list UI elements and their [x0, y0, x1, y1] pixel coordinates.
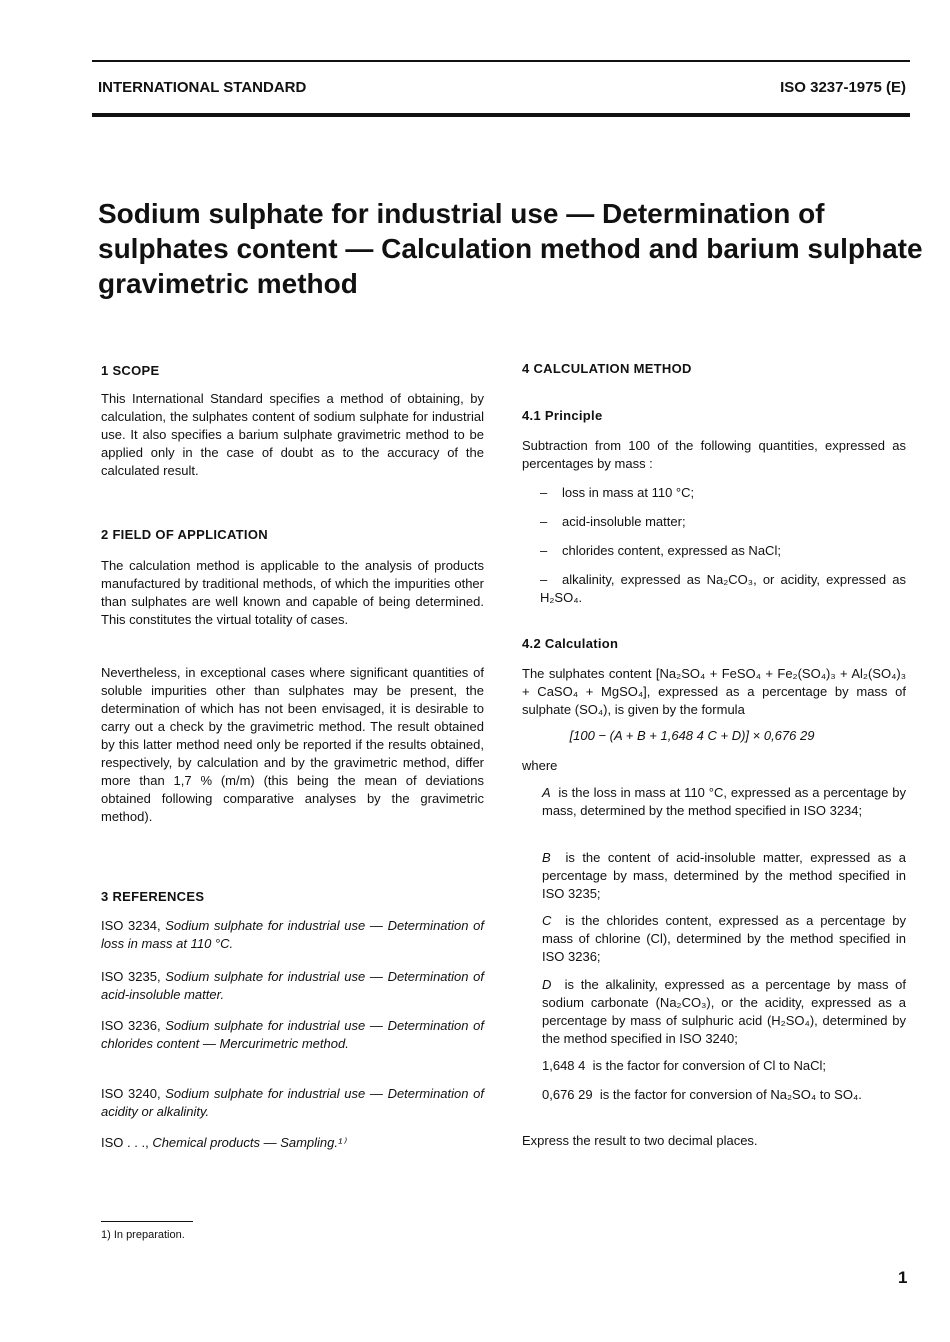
footnote: 1) In preparation.: [101, 1229, 185, 1241]
reference-item: [101, 1017, 484, 1053]
list-item: [540, 571, 906, 607]
header-right: ISO 3237-1975 (E): [780, 79, 906, 96]
dash-bullet: –: [540, 543, 548, 558]
reference-title: Sodium sulphate for industrial use — Determination of chlorides content — Mercurimetric method.: [101, 1018, 484, 1051]
reference-item: [101, 1085, 484, 1121]
definition-text: is the factor for conversion of Na₂SO₄ to SO₄.: [599, 1087, 862, 1102]
title-line: gravimetric method: [98, 268, 358, 299]
section-heading: 3 REFERENCES: [101, 889, 205, 904]
definition-symbol: A: [542, 785, 551, 800]
paragraph: Subtraction from 100 of the following quantities, expressed as percentages by mass :: [522, 438, 906, 471]
definition-item: [542, 1057, 906, 1075]
definition-symbol: D: [542, 977, 552, 992]
dash-bullet: –: [540, 572, 548, 587]
definition-item: [542, 912, 906, 966]
definition-symbol: B: [542, 850, 551, 865]
reference-item: [101, 968, 484, 1004]
footnote-rule: [101, 1221, 193, 1222]
definition-item: [542, 976, 906, 1048]
paragraph: Express the result to two decimal places.: [522, 1133, 758, 1148]
page-number: 1: [898, 1268, 908, 1287]
reference-item: [101, 1134, 484, 1152]
definition-symbol: C: [542, 913, 552, 928]
definition-item: [542, 1086, 906, 1104]
title-line: Sodium sulphate for industrial use — Determination of: [98, 198, 825, 229]
list-item: [540, 513, 906, 531]
reference-number: ISO 3240,: [101, 1086, 161, 1101]
reference-title: Sodium sulphate for industrial use — Determination of acidity or alkalinity.: [101, 1086, 484, 1119]
header-rule: [92, 113, 910, 117]
formula: [100 − (A + B + 1,648 4 C + D)] × 0,676 29: [569, 728, 815, 743]
reference-title: Sodium sulphate for industrial use — Determination of acid-insoluble matter.: [101, 969, 484, 1002]
list-item: [540, 484, 906, 502]
list-item-text: chlorides content, expressed as NaCl;: [562, 543, 781, 558]
paragraph: The calculation method is applicable to the analysis of products manufactured by traditional methods, of which the impurities other than sulphates are well known and capable of being determined. This constitutes the virtual totality of cases.: [101, 558, 484, 627]
definition-item: [542, 784, 906, 820]
dash-bullet: –: [540, 514, 548, 529]
reference-number: ISO . . .,: [101, 1135, 149, 1150]
definition-text: is the content of acid-insoluble matter, expressed as a percentage by mass, determined by the method specified in ISO 3235;: [542, 850, 906, 901]
where-label: where: [522, 758, 558, 773]
header-left: INTERNATIONAL STANDARD: [98, 79, 307, 96]
paragraph: Nevertheless, in exceptional cases where significant quantities of soluble impurities other than sulphates may be present, the determination of which has not been envisaged, it is desirable to carry out a check by the gravimetric method. The result obtained by this latter method need only be reported if the results obtained, respectively, by calculation and by the gravimetric method, differ more than 1,7 % (m/m) (this being the mean of deviations obtained following comparative analyses by the gravimetric method).: [101, 665, 484, 824]
reference-number: ISO 3235,: [101, 969, 161, 984]
definition-text: is the loss in mass at 110 °C, expressed as a percentage by mass, determined by the method specified in ISO 3234;: [542, 785, 906, 818]
section-heading: 1 SCOPE: [101, 363, 160, 378]
definition-symbol: 1,648 4: [542, 1058, 586, 1073]
subsection-heading: 4.1 Principle: [522, 408, 603, 423]
reference-item: [101, 917, 484, 953]
section-heading: 2 FIELD OF APPLICATION: [101, 527, 268, 542]
document-title: [98, 196, 928, 301]
definition-text: is the factor for conversion of Cl to NaCl;: [592, 1058, 826, 1073]
reference-number: ISO 3236,: [101, 1018, 161, 1033]
dash-bullet: –: [540, 485, 548, 500]
list-item-text: loss in mass at 110 °C;: [562, 485, 695, 500]
subsection-heading: 4.2 Calculation: [522, 636, 619, 651]
definition-text: is the chlorides content, expressed as a percentage by mass of chlorine (Cl), determined by the method specified in ISO 3236;: [542, 913, 906, 964]
top-rule: [92, 60, 910, 62]
definition-item: [542, 849, 906, 903]
title-line: sulphates content — Calculation method and barium sulphate: [98, 233, 923, 264]
reference-title: Sodium sulphate for industrial use — Determination of loss in mass at 110 °C.: [101, 918, 484, 951]
section-heading: 4 CALCULATION METHOD: [522, 361, 692, 376]
list-item-text: alkalinity, expressed as Na₂CO₃, or acidity, expressed as H₂SO₄.: [540, 572, 906, 605]
paragraph: This International Standard specifies a method of obtaining, by calculation, the sulphates content of sodium sulphate for industrial use. It also specifies a barium sulphate gravimetric method to be applied only in the case of doubt as to the accuracy of the calculated result.: [101, 391, 484, 478]
reference-number: ISO 3234,: [101, 918, 161, 933]
list-item: [540, 542, 906, 560]
definition-symbol: 0,676 29: [542, 1087, 593, 1102]
paragraph: The sulphates content [Na₂SO₄ + FeSO₄ + Fe₂(SO₄)₃ + Al₂(SO₄)₃ + CaSO₄ + MgSO₄], expressed as a percentage by mass of sulphate (SO₄), is given by the formula: [522, 666, 906, 717]
list-item-text: acid-insoluble matter;: [562, 514, 686, 529]
definition-text: is the alkalinity, expressed as a percentage by mass of sodium carbonate (Na₂CO₃), or the acidity, expressed as a percentage by mass of sulphuric acid (H₂SO₄), determined by the method specified in ISO 3240;: [542, 977, 906, 1046]
reference-title: Chemical products — Sampling.¹⁾: [152, 1135, 346, 1150]
